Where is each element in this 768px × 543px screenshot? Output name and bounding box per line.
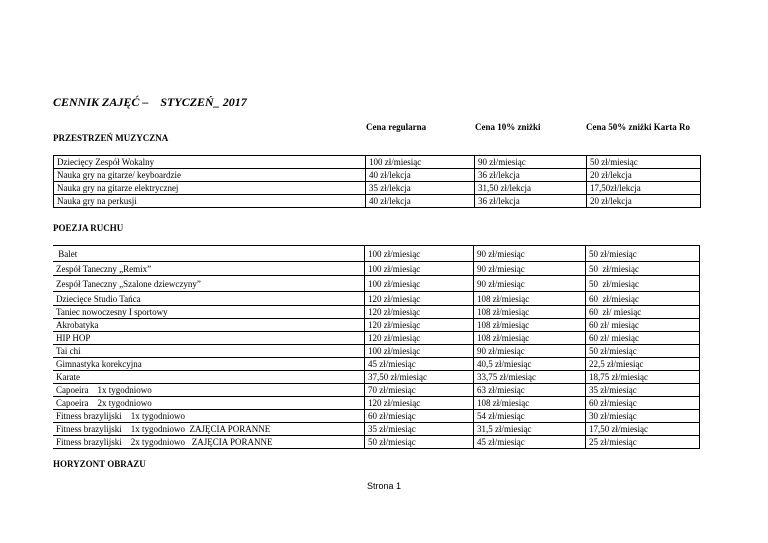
discount50-price-cell: 60 zł/ miesiąc <box>586 319 700 332</box>
discount50-price-cell: 50 zł/miesiąc <box>586 345 700 358</box>
regular-price-cell: 60 zł/miesiąc <box>365 410 474 423</box>
discount50-price-cell: 60 zł/miesiąc <box>586 397 700 410</box>
table-row <box>53 332 700 345</box>
table-row <box>54 182 701 195</box>
discount10-price-cell: 45 zł/miesiąc <box>474 436 586 449</box>
discount10-price-cell: 40,5 zł/miesiąc <box>474 358 586 371</box>
regular-price-cell: 40 zł/lekcja <box>366 195 475 208</box>
discount10-price-cell: 36 zł/lekcja <box>475 195 587 208</box>
discount10-price-cell: 108 zł/miesiąc <box>474 397 586 410</box>
discount10-price-cell: 90 zł/miesiąc <box>474 276 586 292</box>
table-row <box>54 156 701 169</box>
course-name-cell: Tai chi <box>53 345 365 358</box>
course-name-cell: Fitness brazylijski 2x tygodniowo ZAJĘCIA PORANNE <box>53 436 365 449</box>
table-row <box>53 292 700 306</box>
table-row <box>53 397 700 410</box>
course-name-cell: Gimnastyka korekcyjna <box>53 358 365 371</box>
discount10-price-cell: 90 zł/miesiąc <box>474 345 586 358</box>
regular-price-cell: 120 zł/miesiąc <box>365 292 474 306</box>
discount10-price-cell: 63 zł/miesiąc <box>474 384 586 397</box>
section-title-music: PRZESTRZEŃ MUZYCZNA <box>53 133 169 143</box>
table-row <box>53 306 700 319</box>
discount10-price-cell: 31,50 zł/lekcja <box>475 182 587 195</box>
discount10-price-cell: 31,5 zł/miesiąc <box>474 423 586 436</box>
course-name-cell: Nauka gry na gitarze elektrycznej <box>54 182 366 195</box>
table-row <box>53 345 700 358</box>
course-name-cell: Fitness brazylijski 1x tygodniowo <box>53 410 365 423</box>
discount10-price-cell: 36 zł/lekcja <box>475 169 587 182</box>
course-name-cell: Taniec nowoczesny I sportowy <box>53 306 365 319</box>
course-name-cell: Dziecięcy Zespół Wokalny <box>54 156 366 169</box>
discount50-price-cell: 50 zł/miesiąc <box>586 246 700 262</box>
regular-price-cell: 100 zł/miesiąc <box>365 246 474 262</box>
table-row <box>53 410 700 423</box>
regular-price-cell: 70 zł/miesiąc <box>365 384 474 397</box>
discount10-price-cell: 90 zł/miesiąc <box>474 262 586 276</box>
discount10-price-cell: 54 zł/miesiąc <box>474 410 586 423</box>
regular-price-cell: 120 zł/miesiąc <box>365 332 474 345</box>
table-row <box>53 423 700 436</box>
discount50-price-cell: 60 zł/ miesiąc <box>586 332 700 345</box>
course-name-cell: Capoeira 2x tygodniowo <box>53 397 365 410</box>
regular-price-cell: 100 zł/miesiąc <box>365 345 474 358</box>
table-row <box>53 358 700 371</box>
course-name-cell: Zespół Taneczny „Szalone dziewczyny” <box>53 276 365 292</box>
section-title-horizon: HORYZONT OBRAZU <box>53 459 146 469</box>
course-name-cell: Nauka gry na gitarze/ keyboardzie <box>54 169 366 182</box>
discount10-price-cell: 90 zł/miesiąc <box>475 156 587 169</box>
discount50-price-cell: 60 zł/ miesiąc <box>586 306 700 319</box>
table-row <box>53 246 700 262</box>
course-name-cell: Dziecięce Studio Tańca <box>53 292 365 306</box>
discount50-price-cell: 17,50zł/lekcja <box>587 182 701 195</box>
discount50-price-cell: 60 zł/miesiąc <box>586 292 700 306</box>
regular-price-cell: 100 zł/miesiąc <box>365 276 474 292</box>
music-table <box>53 155 701 208</box>
document-title: CENNIK ZAJĘĆ – STYCZEŃ_ 2017 <box>53 95 247 109</box>
course-name-cell: Zespół Taneczny „Remix” <box>53 262 365 276</box>
discount10-price-cell: 108 zł/miesiąc <box>474 319 586 332</box>
regular-price-cell: 35 zł/lekcja <box>366 182 475 195</box>
course-name-cell: Capoeira 1x tygodniowo <box>53 384 365 397</box>
discount10-price-cell: 33,75 zł/miesiąc <box>474 371 586 384</box>
table-row <box>53 276 700 292</box>
header-discount50: Cena 50% zniżki Karta Ro <box>586 122 690 132</box>
table-row <box>54 169 701 182</box>
discount50-price-cell: 35 zł/miesiąc <box>586 384 700 397</box>
header-discount10: Cena 10% zniżki <box>475 122 541 132</box>
discount10-price-cell: 108 zł/miesiąc <box>474 292 586 306</box>
table-row <box>53 319 700 332</box>
discount50-price-cell: 50 zł/miesiąc <box>586 276 700 292</box>
discount50-price-cell: 18,75 zł/miesiąc <box>586 371 700 384</box>
section-title-movement: POEZJA RUCHU <box>53 223 124 233</box>
discount10-price-cell: 90 zł/miesiąc <box>474 246 586 262</box>
regular-price-cell: 37,50 zł/miesiąc <box>365 371 474 384</box>
discount10-price-cell: 108 zł/miesiąc <box>474 306 586 319</box>
regular-price-cell: 45 zł/miesiąc <box>365 358 474 371</box>
table-row <box>53 436 700 449</box>
discount50-price-cell: 17,50 zł/miesiąc <box>586 423 700 436</box>
discount50-price-cell: 20 zł/lekcja <box>587 169 701 182</box>
regular-price-cell: 50 zł/miesiąc <box>365 436 474 449</box>
course-name-cell: Nauka gry na perkusji <box>54 195 366 208</box>
discount50-price-cell: 22,5 zł/miesiąc <box>586 358 700 371</box>
discount10-price-cell: 108 zł/miesiąc <box>474 332 586 345</box>
table-row <box>53 262 700 276</box>
regular-price-cell: 120 zł/miesiąc <box>365 397 474 410</box>
course-name-cell: HIP HOP <box>53 332 365 345</box>
discount50-price-cell: 50 zł/miesiąc <box>587 156 701 169</box>
regular-price-cell: 35 zł/miesiąc <box>365 423 474 436</box>
table-row <box>53 371 700 384</box>
discount50-price-cell: 50 zł/miesiąc <box>586 262 700 276</box>
regular-price-cell: 40 zł/lekcja <box>366 169 475 182</box>
discount50-price-cell: 25 zł/miesiąc <box>586 436 700 449</box>
page-footer: Strona 1 <box>366 481 402 491</box>
header-discount50-clip <box>586 122 694 136</box>
course-name-cell: Fitness brazylijski 1x tygodniowo ZAJĘCIA PORANNE <box>53 423 365 436</box>
discount50-price-cell: 30 zł/miesiąc <box>586 410 700 423</box>
regular-price-cell: 120 zł/miesiąc <box>365 319 474 332</box>
course-name-cell: Balet <box>53 246 365 262</box>
regular-price-cell: 100 zł/miesiąc <box>366 156 475 169</box>
course-name-cell: Akrobatyka <box>53 319 365 332</box>
table-row <box>54 195 701 208</box>
movement-table <box>53 245 700 449</box>
discount50-price-cell: 20 zł/lekcja <box>587 195 701 208</box>
header-regular: Cena regularna <box>366 122 427 132</box>
table-row <box>53 384 700 397</box>
regular-price-cell: 120 zł/miesiąc <box>365 306 474 319</box>
regular-price-cell: 100 zł/miesiąc <box>365 262 474 276</box>
course-name-cell: Karate <box>53 371 365 384</box>
